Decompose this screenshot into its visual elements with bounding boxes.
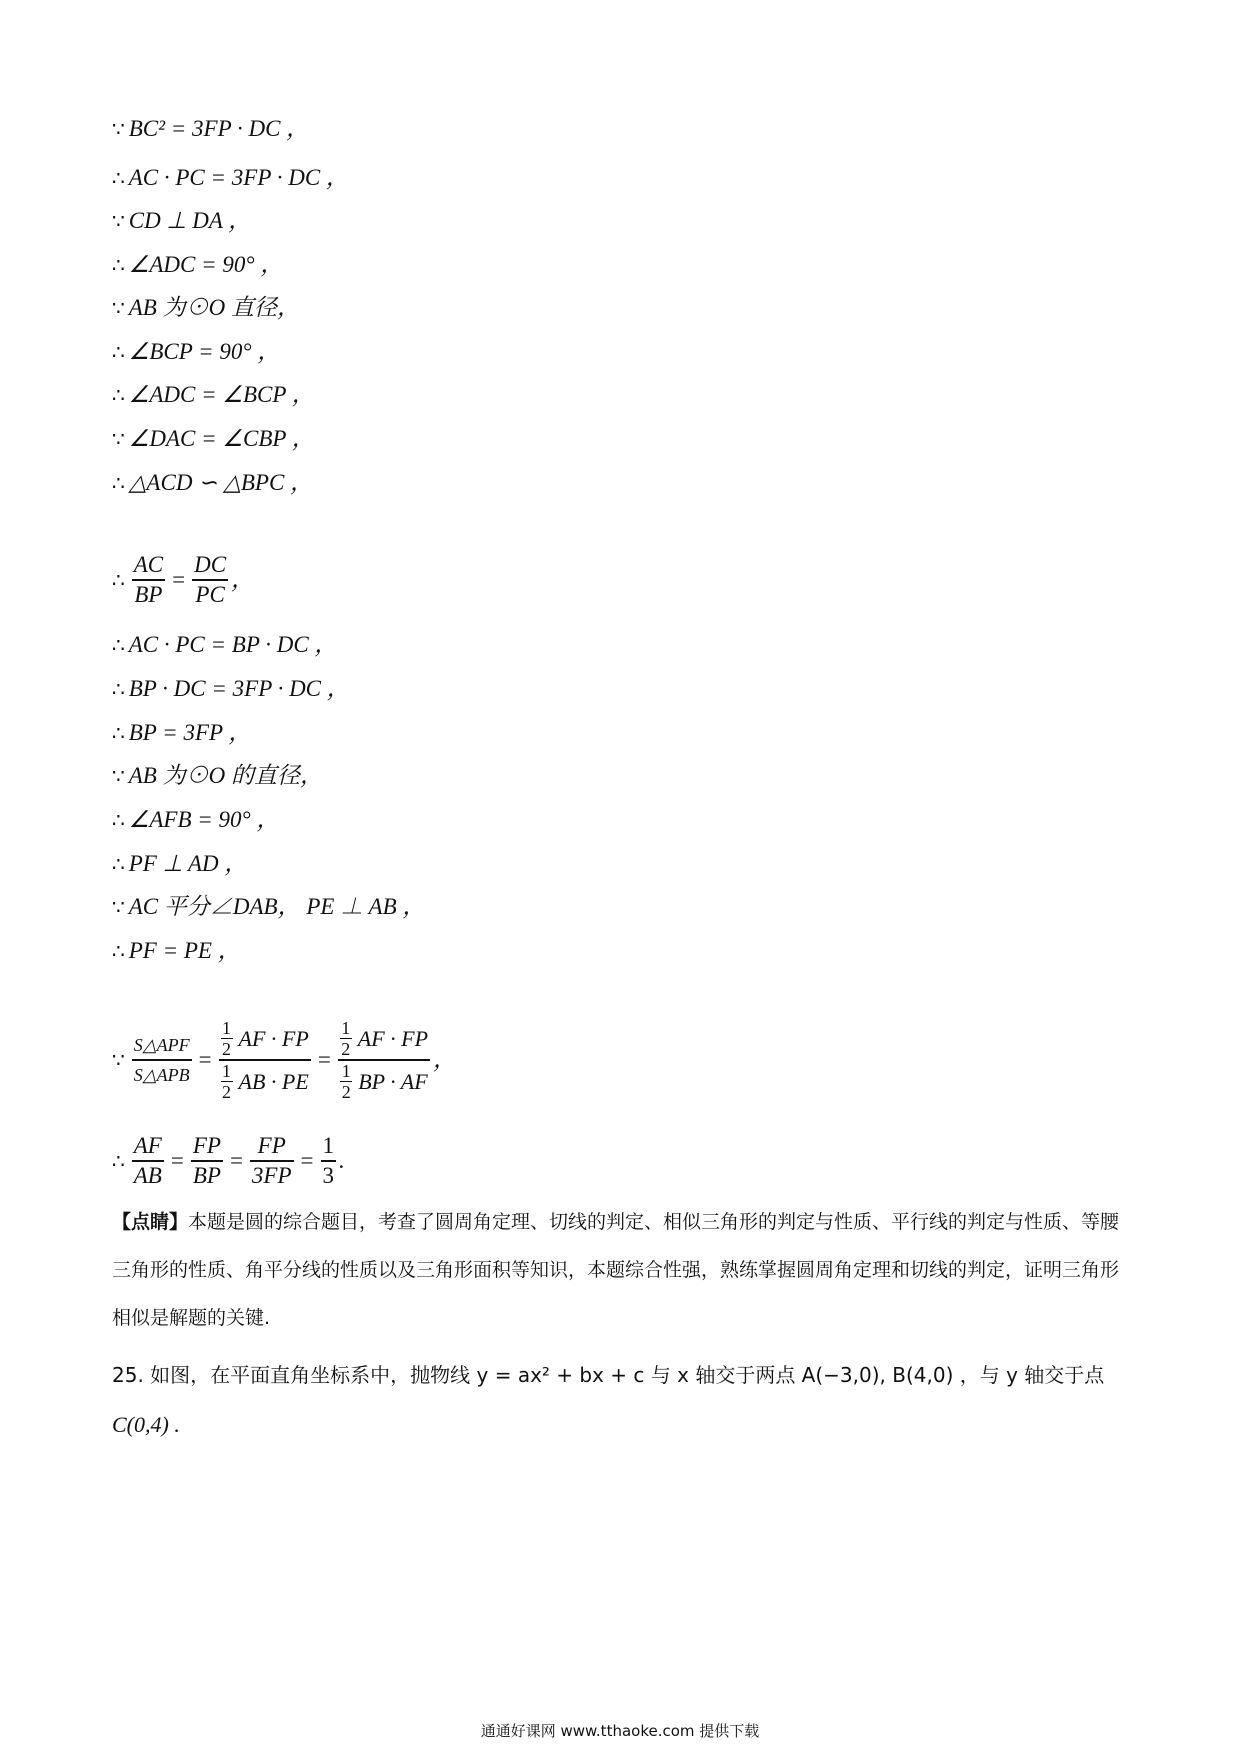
one-half — [221, 1061, 233, 1103]
half-denominator: 2 — [222, 1082, 232, 1103]
proof-text: BC² = 3FP · DC ， — [128, 116, 310, 141]
proof-line-12 — [112, 718, 251, 748]
half-numerator: 1 — [341, 1017, 351, 1038]
denominator: BP — [134, 581, 163, 607]
punctuation: ， — [231, 567, 255, 592]
equals-sign: = — [229, 1148, 243, 1173]
final-ratio-line — [112, 1128, 345, 1194]
proof-text: AC · PC = 3FP · DC ， — [128, 165, 349, 190]
proof-text: ∠ADC = 90° ， — [128, 252, 284, 277]
punctuation: . — [339, 1148, 345, 1173]
therefore-symbol: ∴ — [112, 852, 125, 876]
area-fraction — [132, 1031, 192, 1089]
because-symbol: ∵ — [112, 296, 125, 320]
numerator: AC — [133, 552, 164, 578]
denominator: 3FP — [251, 1162, 292, 1188]
proof-text: ∠AFB = 90° ， — [128, 807, 280, 832]
proof-text: CD ⊥ DA ， — [128, 208, 252, 233]
fraction-one-third — [321, 1132, 337, 1190]
because-symbol: ∵ — [112, 764, 125, 788]
half-denominator: 2 — [341, 1039, 351, 1060]
numerator: FP — [192, 1133, 221, 1159]
one-half — [340, 1018, 352, 1060]
therefore-symbol: ∴ — [112, 253, 125, 277]
equals-sign: = — [300, 1148, 314, 1173]
proof-line-15 — [112, 849, 247, 879]
denominator: 3 — [322, 1162, 335, 1188]
numerator: S△APF — [133, 1035, 190, 1056]
numerator-expression: AF · FP — [238, 1025, 309, 1051]
proof-line-3 — [112, 206, 251, 236]
proof-line-14 — [112, 805, 279, 835]
note-label: 【点睛】 — [112, 1211, 189, 1233]
proof-text: BP · DC = 3FP · DC ， — [128, 676, 350, 701]
problem-25-line-2: C(0,4) . — [112, 1412, 180, 1437]
proof-text: AC · PC = BP · DC ， — [128, 632, 338, 657]
half-numerator: 1 — [341, 1060, 351, 1081]
fraction-af-ab — [132, 1132, 164, 1190]
proof-line-6 — [112, 337, 280, 367]
proof-text: ∠ADC = ∠BCP ， — [128, 382, 315, 407]
denominator: S△APB — [133, 1064, 190, 1085]
proof-line-4 — [112, 250, 283, 280]
proof-text: PF = PE ， — [128, 938, 241, 963]
proof-line-9 — [112, 468, 313, 498]
proof-text: PF ⊥ AD ， — [128, 851, 248, 876]
proof-line-13 — [112, 761, 323, 791]
compound-fraction-1 — [219, 1018, 311, 1103]
equals-sign: = — [170, 1148, 184, 1173]
proof-text: △ACD ∽ △BPC ， — [128, 470, 314, 495]
denominator — [338, 1061, 429, 1103]
proof-text: ∠DAC = ∠CBP ， — [128, 426, 315, 451]
therefore-symbol: ∴ — [112, 166, 125, 190]
half-numerator: 1 — [222, 1017, 232, 1038]
fraction-ac-bp — [132, 551, 165, 609]
area-ratio-line — [112, 1000, 456, 1120]
therefore-symbol: ∴ — [112, 471, 125, 495]
because-symbol: ∵ — [112, 895, 125, 919]
because-symbol: ∵ — [112, 1048, 125, 1072]
therefore-symbol: ∴ — [112, 808, 125, 832]
numerator — [338, 1018, 430, 1060]
proof-line-17 — [112, 936, 241, 966]
fraction-dc-pc — [192, 551, 228, 609]
proof-line-11 — [112, 674, 350, 704]
commentary-note — [112, 1198, 1132, 1342]
therefore-symbol: ∴ — [112, 1149, 125, 1173]
one-half — [221, 1018, 233, 1060]
punctuation: ， — [433, 1047, 457, 1072]
proof-line-2 — [112, 163, 349, 193]
page-footer: 通通好课网 www.tthaoke.com 提供下载 — [480, 1722, 760, 1740]
proof-text: ∠BCP = 90° ， — [128, 339, 281, 364]
note-text: 本题是圆的综合题目，考查了圆周角定理、切线的判定、相似三角形的判定与性质、平行线的判定与性质、等腰三角形的性质、角平分线的性质以及三角形面积等知识，本题综合性强，熟练掌握圆周角定理和切线的判定，证明三角形相似是解题的关键. — [112, 1211, 1120, 1329]
therefore-symbol: ∴ — [112, 568, 125, 592]
one-half — [340, 1061, 352, 1103]
equals-sign: = — [198, 1047, 212, 1072]
fraction-fp-bp — [191, 1132, 223, 1190]
denominator: BP — [192, 1162, 221, 1188]
numerator: 1 — [322, 1133, 335, 1159]
therefore-symbol: ∴ — [112, 721, 125, 745]
because-symbol: ∵ — [112, 427, 125, 451]
problem-25-line-1: 25. 如图，在平面直角坐标系中，抛物线 y = ax² + bx + c 与 x 轴交于两点 A(−3,0), B(4,0) ，与 y 轴交于点 — [112, 1363, 1105, 1387]
therefore-symbol: ∴ — [112, 340, 125, 364]
because-symbol: ∵ — [112, 209, 125, 233]
fraction-fp-3fp — [250, 1132, 294, 1190]
therefore-symbol: ∴ — [112, 383, 125, 407]
ratio-line — [112, 550, 254, 610]
therefore-symbol: ∴ — [112, 633, 125, 657]
denominator — [219, 1061, 311, 1103]
equals-sign: = — [172, 567, 186, 592]
compound-fraction-2 — [338, 1018, 430, 1103]
denominator: AB — [133, 1162, 162, 1188]
proof-line-7 — [112, 380, 315, 410]
equals-sign: = — [317, 1047, 331, 1072]
denominator-expression: BP · AF — [358, 1068, 428, 1094]
numerator-expression: AF · FP — [357, 1025, 429, 1051]
proof-line-10 — [112, 630, 337, 660]
proof-line-8 — [112, 424, 315, 454]
proof-text: BP = 3FP ， — [128, 720, 252, 745]
therefore-symbol: ∴ — [112, 939, 125, 963]
proof-line-5 — [112, 293, 300, 323]
numerator: DC — [194, 552, 227, 578]
because-symbol: ∵ — [112, 117, 125, 141]
therefore-symbol: ∴ — [112, 677, 125, 701]
denominator: PC — [195, 581, 225, 607]
half-denominator: 2 — [222, 1039, 232, 1060]
proof-line-1 — [112, 114, 309, 144]
numerator: FP — [257, 1133, 286, 1159]
proof-text: AC 平分∠DAB， PE ⊥ AB ， — [128, 894, 426, 919]
proof-text: AB 为⊙O 直径， — [128, 295, 300, 320]
denominator-expression: AB · PE — [238, 1068, 309, 1094]
proof-text: AB 为⊙O 的直径， — [128, 763, 323, 788]
half-denominator: 2 — [341, 1082, 351, 1103]
half-numerator: 1 — [222, 1060, 232, 1081]
proof-line-16 — [112, 892, 425, 922]
numerator — [219, 1018, 311, 1060]
numerator: AF — [133, 1133, 162, 1159]
